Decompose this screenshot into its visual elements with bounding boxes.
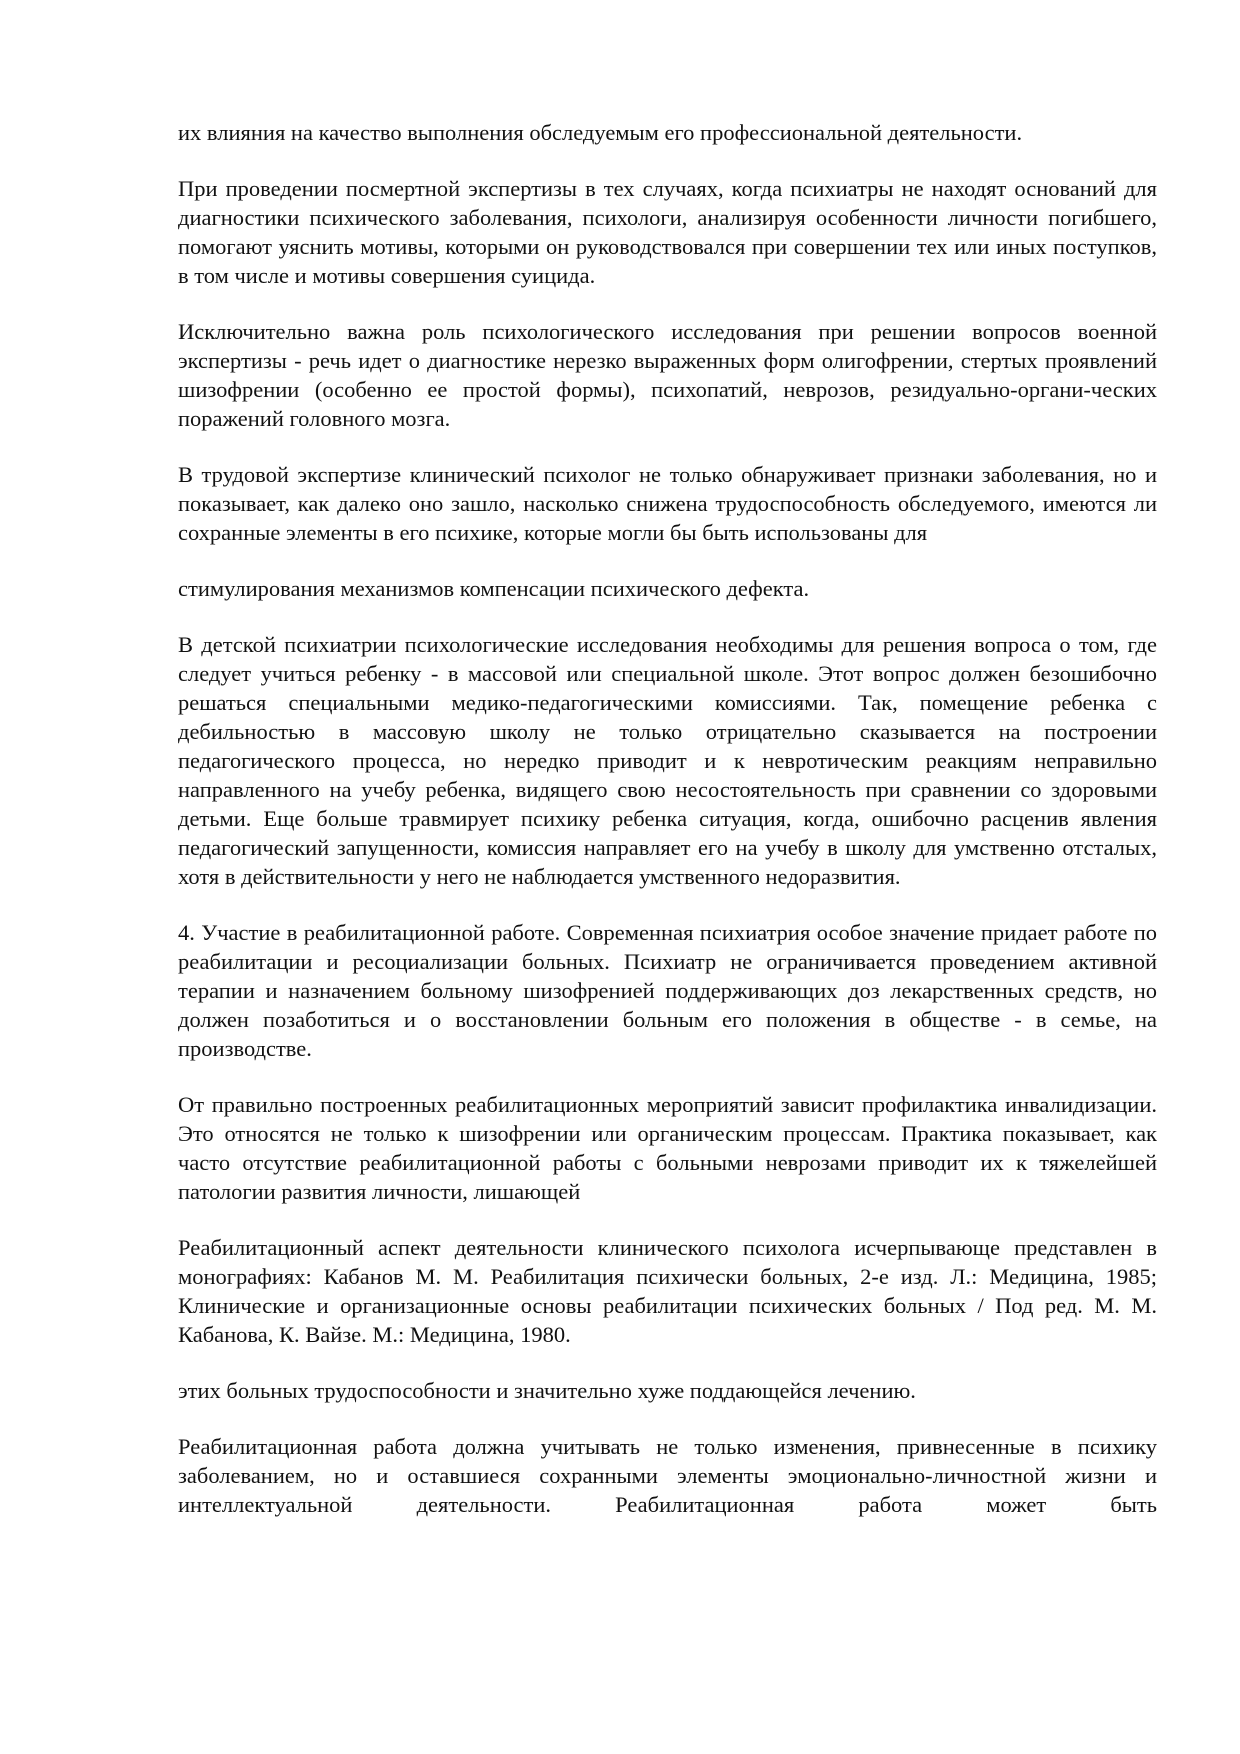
paragraph-9: этих больных трудоспособности и значительно хуже поддающейся лечению. (178, 1378, 916, 1403)
document-page (178, 118, 1157, 1546)
paragraph-2: При проведении посмертной экспертизы в тех случаях, когда психиатры не находят оснований для диагностики психического заболевания, психологи, анализируя особенности личности погибшего, помогают уяснить мотивы, которыми он руководствовался при совершении тех или иных поступков, в том числе и мотивы совершения суицида. (178, 176, 1157, 288)
paragraph-8: От правильно построенных реабилитационных мероприятий зависит профилактика инвалидизации. Это относятся не только к шизофрении или органическим процессам. Практика показывает, как часто отсутствие реабилитационной работы с больными неврозами приводит их к тяжелейшей патологии развития личности, лишающей (178, 1092, 1157, 1204)
paragraph-3: Исключительно важна роль психологического исследования при решении вопросов военной экспертизы - речь идет о диагностике нерезко выраженных форм олигофрении, стертых проявлений шизофрении (особенно ее простой формы), психопатий, неврозов, резидуально-органи-ческих поражений головного мозга. (178, 319, 1157, 431)
paragraph-10: Реабилитационная работа должна учитывать не только изменения, привнесенные в психику заболеванием, но и оставшиеся сохранными элементы эмоционально-личностной жизни и интеллектуальной деятельности. Реабилитационная работа может быть (178, 1434, 1157, 1517)
paragraph-4: В трудовой экспертизе клинический психолог не только обнаруживает признаки заболевания, но и показывает, как далеко оно зашло, насколько снижена трудоспособность обследуемого, имеются ли сохранные элементы в его психике, которые могли бы быть использованы для (178, 462, 1157, 545)
paragraph-1: их влияния на качество выполнения обследуемым его профессиональной деятельности. (178, 120, 1023, 145)
paragraph-6: В детской психиатрии психологические исследования необходимы для решения вопроса о том, где следует учиться ребенку - в массовой или специальной школе. Этот вопрос должен безошибочно решаться специальными медико-педагогическими комиссиями. Так, помещение ребенка с дебильностью в массовую школу не только отрицательно сказывается на построении педагогического процесса, но нередко приводит и к невротическим реакциям неправильно направленного на учебу ребенка, видящего свою несостоятельность при сравнении со здоровыми детьми. Еще больше травмирует психику ребенка ситуация, когда, ошибочно расценив явления педагогический запущенности, комиссия направляет его на учебу в школу для умственно отсталых, хотя в действительности у него не наблюдается умственного недоразвития. (178, 632, 1157, 889)
paragraph-7: 4. Участие в реабилитационной работе. Современная психиатрия особое значение придает работе по реабилитации и ресоциализации больных. Психиатр не ограничивается проведением активной терапии и назначением больному шизофренией поддерживающих доз лекарственных средств, но должен позаботиться и о восстановлении больным его положения в обществе - в семье, на производстве. (178, 920, 1157, 1061)
paragraph-5: стимулирования механизмов компенсации психического дефекта. (178, 576, 810, 601)
footnote-paragraph: Реабилитационный аспект деятельности клинического психолога исчерпывающе представлен в монографиях: Кабанов М. М. Реабилитация психически больных, 2-е изд. Л.: Медицина, 1985; Клинические и организационные основы реабилитации психических больных / Под ред. М. М. Кабанова, К. Вайзе. М.: Медицина, 1980. (178, 1235, 1157, 1347)
